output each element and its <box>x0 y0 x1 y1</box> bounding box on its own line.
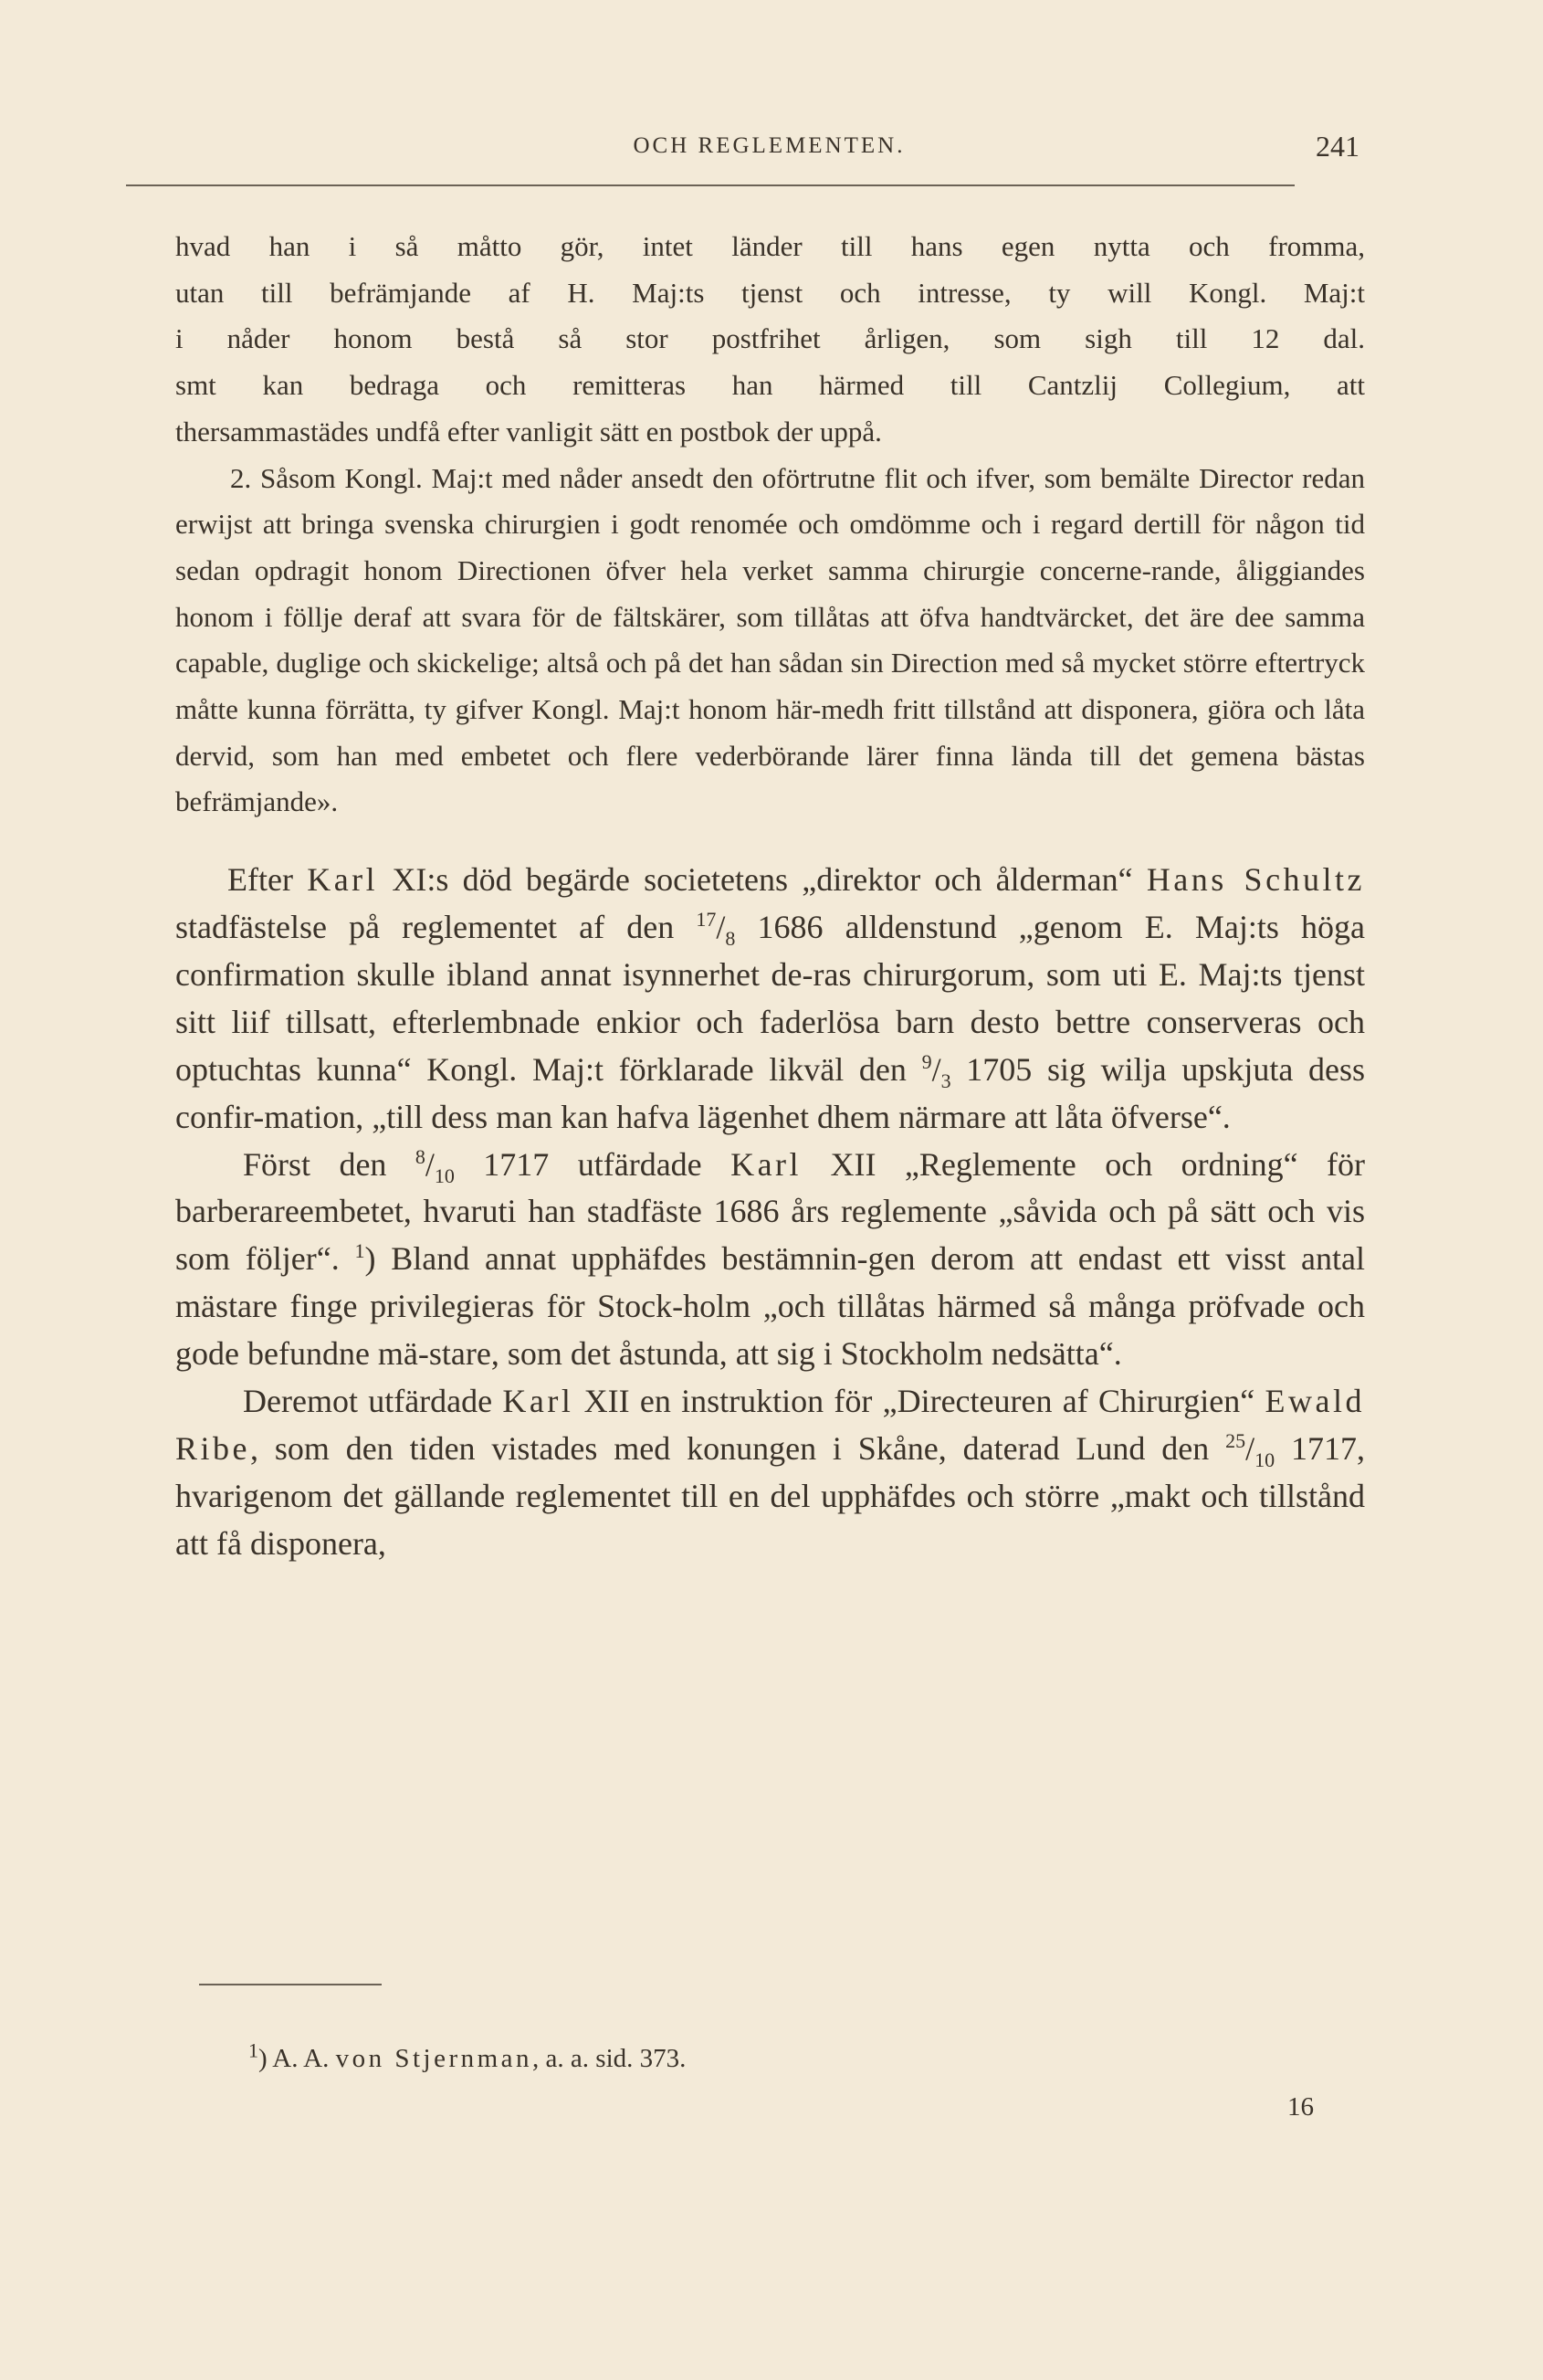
quote-line: utan till befrämjande af H. Maj:ts tjenst och intresse, ty will Kongl. Maj:t <box>175 276 1365 309</box>
quote-paragraph-2: 2. Såsom Kongl. Maj:t med nåder ansedt den oförtrutne flit och ifver, som bemälte Director redan erwijst att bringa svenska chirurgien i godt renomée och omdömme och i regard dertill för någon tid sedan opdragit honom Directionen öfver hela verket samma chirurgie concerne-rande, åliggiandes honom i föllje deraf att svara för de fältskärer, som tillåtas att öfva handtvärcket, det äre dee samma capable, duglige och skickelige; altså och på det han sådan sin Direction med så mycket större eftertryck måtte kunna förrätta, ty gifver Kongl. Maj:t honom här-medh fritt tillstånd att disponera, giöra och låta dervid, som han med embetet och flere vederbörande lärer finna lända till det gemena bästas befrämjande». <box>175 461 1365 818</box>
quoted-passage <box>175 224 1365 826</box>
page-number: 241 <box>1316 130 1359 163</box>
footnote: $^1$) A. A. von Stjernman, a. a. sid. 373. <box>248 2038 687 2073</box>
paragraph-1: Efter Karl XI:s död begärde societetens „direktor och ålderman“ Hans Schultz stadfästelse på reglementet af den $^{17}/_8$ 1686 alldenstund „genom E. Maj:ts höga confirmation skulle ibland annat isynnerhet de-ras chirurgorum, som uti E. Maj:ts tjenst sitt liif tillsatt, efterlembnade enkior och faderlösa barn desto bettre conserveras och optuchtas kunna“ Kongl. Maj:t förklarade likväl den $^9/_3$ 1705 sig wilja upskjuta dess confir-mation, „till dess man kan hafva lägenhet dhem närmare att låta öfverse“. <box>175 861 1366 1135</box>
quote-line: thersammastädes undfå efter vanligit sätt en postbok der uppå. <box>175 415 882 448</box>
quote-line: hvad han i så måtto gör, intet länder till hans egen nytta och fromma, <box>175 230 1365 262</box>
quote-line: i nåder honom bestå så stor postfrihet årligen, som sigh till 12 dal. <box>175 322 1365 355</box>
footnote-rule <box>199 1984 382 1985</box>
paragraph-3: Deremot utfärdade Karl XII en instruktion för „Directeuren af Chirurgien“ Ewald Ribe, som den tiden vistades med konungen i Skåne, daterad Lund den $^{25}/_{10}$ 1717, hvarigenom det gällande reglementet till en del upphäfdes och större „makt och tillstånd att få disponera, <box>175 1383 1366 1562</box>
footnote-ref: 1 <box>354 1239 365 1263</box>
paragraph-2: Först den $^8/_{10}$ 1717 utfärdade Karl XII „Reglemente och ordning“ för barberareembetet, hvaruti han stadfäste 1686 års reglemente „såvida och på sätt och vis som följer“. $^1$) Bland annat upphäfdes bestämnin-gen derom att endast ett visst antal mästare finge privilegieras för Stock-holm „och tillåtas härmed så många pröfvade och gode befundne mä-stare, som det åstunda, att sig i Stockholm nedsätta“. <box>175 1144 1365 1373</box>
running-title: OCH REGLEMENTEN. <box>633 133 906 158</box>
main-text <box>175 857 1365 1568</box>
running-head <box>173 130 1365 166</box>
quote-line: smt kan bedraga och remitteras han härmed till Cantzlij Collegium, att <box>175 369 1365 402</box>
body-text <box>175 224 1365 1568</box>
signature-mark: 16 <box>1287 2092 1314 2122</box>
header-rule <box>126 184 1295 186</box>
